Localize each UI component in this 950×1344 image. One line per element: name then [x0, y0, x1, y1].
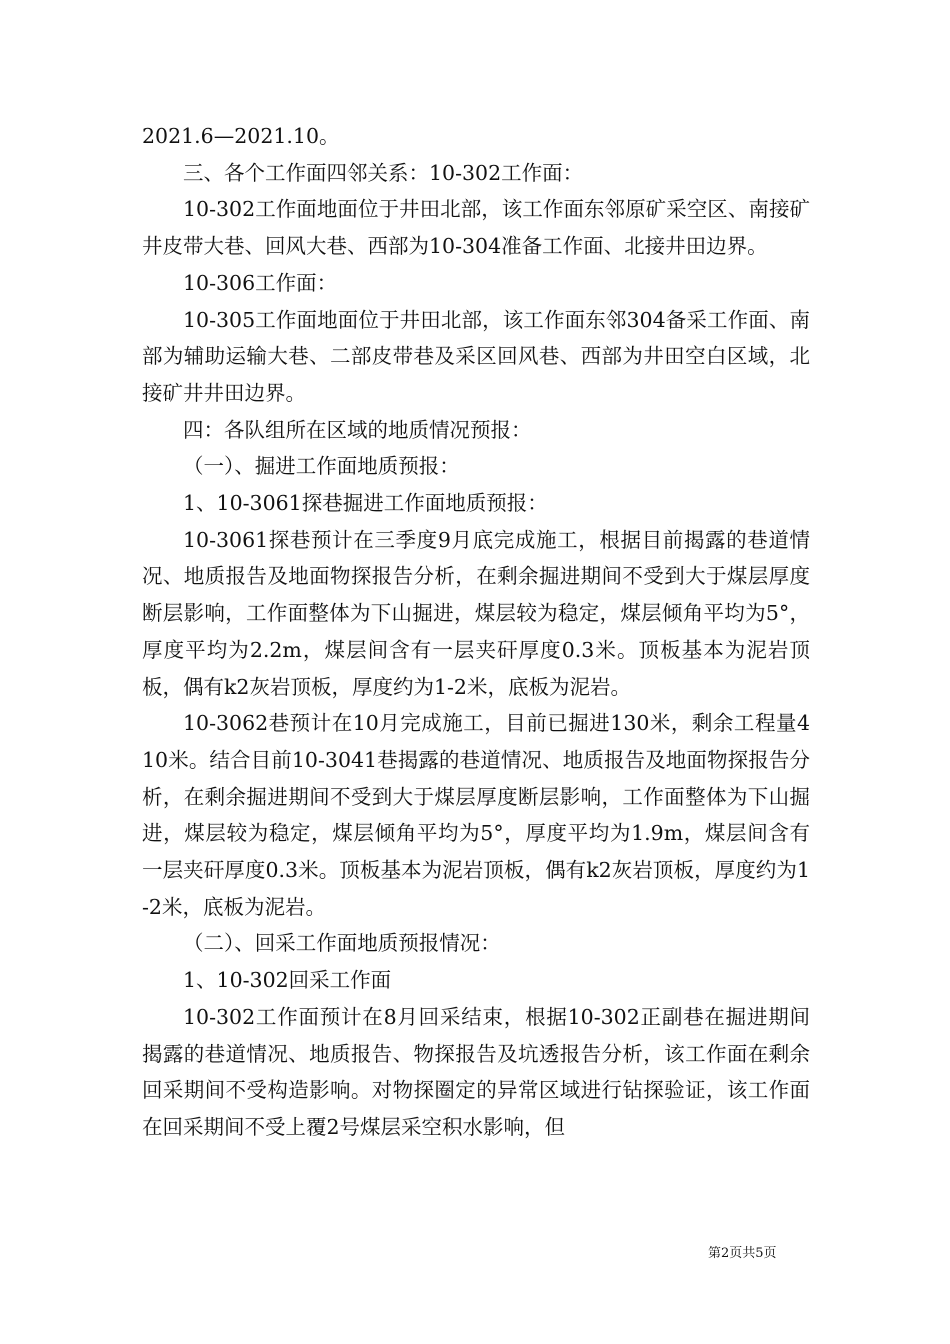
paragraph-section-4-heading: 四：各队组所在区域的地质情况预报：	[183, 417, 532, 442]
paragraph-section-3-heading: 三、各个工作面四邻关系：10-302工作面：	[183, 160, 584, 185]
paragraph-item-1-heading: 1、10-3061探巷掘进工作面地质预报：	[183, 491, 548, 516]
paragraph-10-302-neighbors: 10-302工作面地面位于井田北部，该工作面东邻原矿采空区、南接矿井皮带大巷、回风大巷、西部为10-304准备工作面、北接井田边界。	[142, 197, 810, 259]
page-number-footer: 第2页共5页	[708, 1246, 777, 1261]
paragraph-10-3062-forecast: 10-3062巷预计在10月完成施工，目前已掘进130米，剩余工程量410米。结合目前10-3041巷揭露的巷道情况、地质报告及地面物探报告分析，在剩余掘进期间不受到大于煤层厚度断层影响，工作面整体为下山掘进，煤层较为稳定，煤层倾角平均为5°，厚度平均为1.9m，煤层间含有一层夹矸厚度0.3米。顶板基本为泥岩顶板，偶有k2灰岩顶板，厚度约为1-2米，底板为泥岩。	[142, 711, 810, 919]
paragraph-10-306-heading: 10-306工作面：	[183, 270, 338, 295]
paragraph-item-1-mining-face: 1、10-302回采工作面	[183, 968, 392, 993]
paragraph-10-3061-forecast: 10-3061探巷预计在三季度9月底完成施工，根据目前揭露的巷道情况、地质报告及地面物探报告分析，在剩余掘进期间不受到大于煤层厚度断层影响，工作面整体为下山掘进，煤层较为稳定，煤层倾角平均为5°，厚度平均为2.2m，煤层间含有一层夹矸厚度0.3米。顶板基本为泥岩顶板，偶有k2灰岩顶板，厚度约为1-2米，底板为泥岩。	[142, 527, 810, 699]
document-body	[142, 118, 810, 1146]
paragraph-date-range: 2021.6—2021.10。	[142, 124, 340, 148]
paragraph-subsection-1-heading: （一）、掘进工作面地质预报：	[183, 454, 460, 479]
paragraph-10-302-mining-forecast: 10-302工作面预计在8月回采结束，根据10-302正副巷在掘进期间揭露的巷道情况、地质报告、物探报告及坑透报告分析，该工作面在剩余回采期间不受构造影响。对物探圈定的异常区域进行钻探验证，该工作面在回采期间不受上覆2号煤层采空积水影响，但	[142, 1004, 810, 1139]
paragraph-subsection-2-heading: （二）、回采工作面地质预报情况：	[183, 931, 501, 956]
paragraph-10-305-neighbors: 10-305工作面地面位于井田北部，该工作面东邻304备采工作面、南部为辅助运输大巷、二部皮带巷及采区回风巷、西部为井田空白区域，北接矿井井田边界。	[142, 307, 810, 405]
